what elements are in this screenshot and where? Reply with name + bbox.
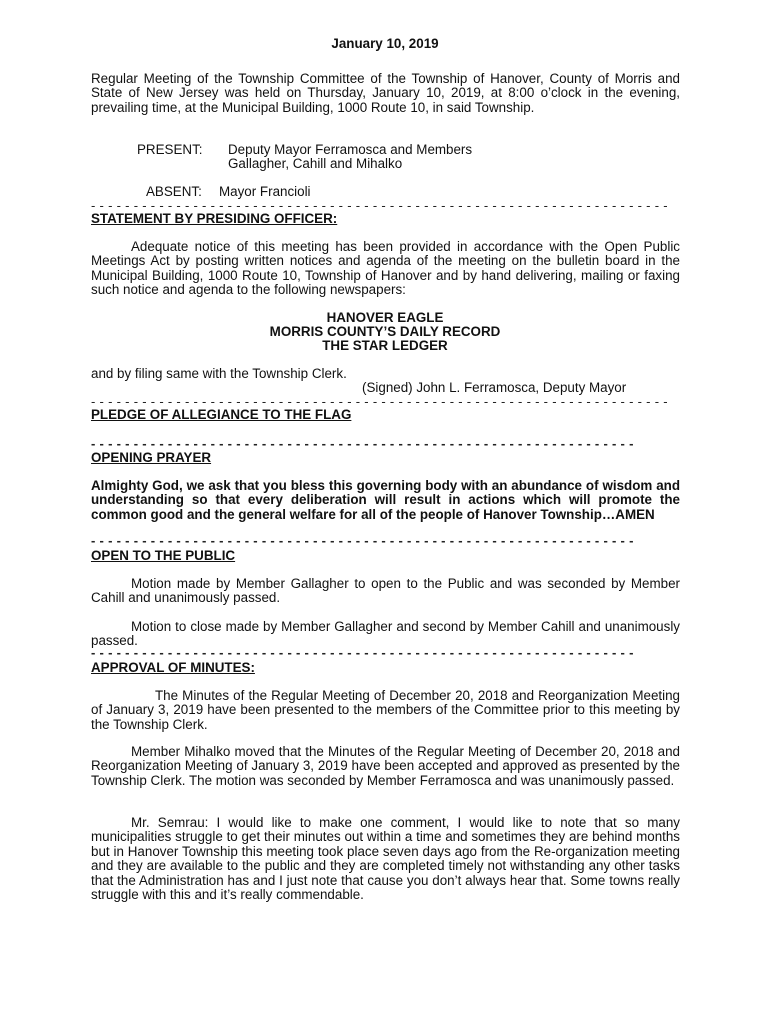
divider: - - - - - - - - - - - - - - - - - - - - - - - - - - - - - - - - - - - - - - - - - - - - - - - - - - - - - - - - - - - - - - - - - - - - xyxy=(91,397,668,407)
minutes-paragraph-2: Member Mihalko moved that the Minutes of the Regular Meeting of December 20, 2018 and Reorganization Meeting of January 3, 2019 have been accepted and approved as presented by the Township Clerk. The motion was seconded by Member Ferramosca and was unanimously passed. xyxy=(91,744,680,788)
signature-line: (Signed) John L. Ferramosca, Deputy Mayor xyxy=(362,380,627,395)
prayer-text: Almighty God, we ask that you bless this governing body with an abundance of wisdom and understanding so that every deliberation will result in actions which will promote the common good and the general welfare for all of the people of Hanover Township…AMEN xyxy=(91,478,680,522)
meeting-date: January 10, 2019 xyxy=(331,36,439,51)
prayer-heading: OPENING PRAYER xyxy=(91,450,212,465)
newspaper-name: THE STAR LEDGER xyxy=(322,338,448,353)
absent-value: Mayor Francioli xyxy=(219,184,311,199)
statement-heading: STATEMENT BY PRESIDING OFFICER: xyxy=(91,211,338,226)
present-line-1: Deputy Mayor Ferramosca and Members xyxy=(228,142,473,157)
present-label: PRESENT: xyxy=(137,142,203,157)
public-heading: OPEN TO THE PUBLIC xyxy=(91,548,236,563)
semrau-comment: Mr. Semrau: I would like to make one comment, I would like to note that so many municipalities struggle to get their minutes out within a time and sometimes they are behind months but in Hanover Township this meeting took place seven days ago from the Re-organization meeting and they are available to the public and they are completed timely not withstanding any other tasks that the Administration has and I just note that cause you don’t always hear that. Some towns really struggle with this and it’s really commendable. xyxy=(91,815,680,903)
minutes-paragraph-1: The Minutes of the Regular Meeting of December 20, 2018 and Reorganization Meeting of January 3, 2019 have been presented to the members of the Committee prior to this meeting by the Township Clerk. xyxy=(91,688,680,732)
divider: - - - - - - - - - - - - - - - - - - - - - - - - - - - - - - - - - - - - - - - - - - - - - - - - - - - - - - - - - - - - - - - - - - - - xyxy=(91,201,668,211)
statement-paragraph: Adequate notice of this meeting has been provided in accordance with the Open Public Meetings Act by posting written notices and agenda of the meeting on the bulletin board in the Municipal Building, 1000 Route 10, Township of Hanover and by hand delivering, mailing or faxing such notice and agenda to the following newspapers: xyxy=(91,239,680,298)
motion-close-paragraph: Motion to close made by Member Gallagher and second by Member Cahill and unanimously passed. xyxy=(91,619,680,649)
divider: - - - - - - - - - - - - - - - - - - - - - - - - - - - - - - - - - - - - - - - - - - - - - - - - - - - - - - - - - - - - - - - - xyxy=(91,648,634,658)
pledge-heading: PLEDGE OF ALLEGIANCE TO THE FLAG xyxy=(91,407,352,422)
present-line-2: Gallagher, Cahill and Mihalko xyxy=(228,156,403,171)
motion-open-paragraph: Motion made by Member Gallagher to open to the Public and was seconded by Member Cahill and unanimously passed. xyxy=(91,576,680,606)
newspaper-name: MORRIS COUNTY’S DAILY RECORD xyxy=(269,324,501,339)
minutes-heading: APPROVAL OF MINUTES: xyxy=(91,660,255,675)
divider: - - - - - - - - - - - - - - - - - - - - - - - - - - - - - - - - - - - - - - - - - - - - - - - - - - - - - - - - - - - - - - - - xyxy=(91,536,634,546)
divider: - - - - - - - - - - - - - - - - - - - - - - - - - - - - - - - - - - - - - - - - - - - - - - - - - - - - - - - - - - - - - - - - xyxy=(91,439,634,449)
intro-paragraph: Regular Meeting of the Township Committee of the Township of Hanover, County of Morris and State of New Jersey was held on Thursday, January 10, 2019, at 8:00 o’clock in the evening, prevailing time, at the Municipal Building, 1000 Route 10, in said Township. xyxy=(91,71,680,115)
filing-line: and by filing same with the Township Clerk. xyxy=(91,366,347,381)
newspaper-name: HANOVER EAGLE xyxy=(326,310,444,325)
absent-label: ABSENT: xyxy=(146,184,202,199)
